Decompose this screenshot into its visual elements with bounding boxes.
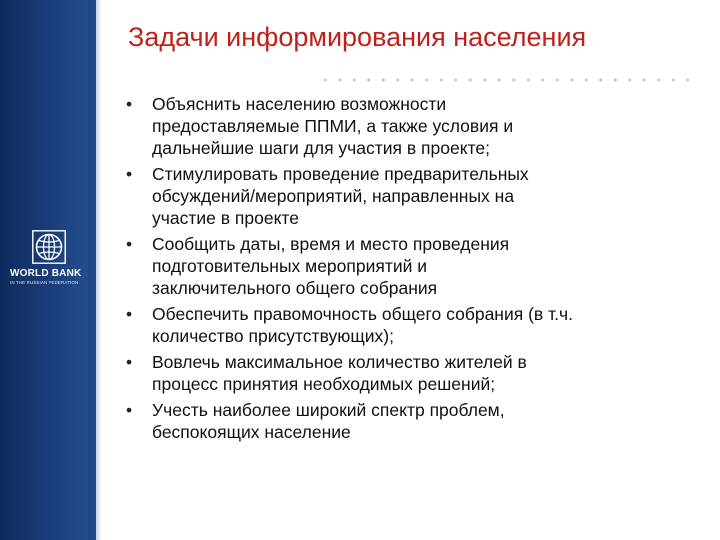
logo-tagline: IN THE RUSSIAN FEDERATION <box>10 280 79 285</box>
bullet-dot: • <box>126 400 133 420</box>
bullet-dot: • <box>126 164 133 184</box>
bullet-line: беспокоящих население <box>152 422 351 442</box>
bullet-line: Стимулировать проведение предварительных <box>152 164 529 184</box>
bullet-dot: • <box>126 234 133 254</box>
bullet-line: обсуждений/мероприятий, направленных на <box>152 186 515 206</box>
bullet-line: Учесть наиболее широкий спектр проблем, <box>152 400 505 420</box>
logo-name: WORLD BANK <box>10 268 82 279</box>
bullet-line: заключительного общего собрания <box>152 278 438 298</box>
globe-icon <box>32 230 66 264</box>
bullet-line: участие в проекте <box>152 208 299 228</box>
dotted-divider <box>318 78 698 82</box>
bullet-dot: • <box>126 94 133 114</box>
bullet-line: процесс принятия необходимых решений; <box>152 374 496 394</box>
world-bank-logo <box>10 230 94 285</box>
bullet-line: дальнейшие шаги для участия в проекте; <box>152 138 490 158</box>
bullet-item <box>126 93 716 159</box>
bullet-dot: • <box>126 304 133 324</box>
slide-title: Задачи информирования населения <box>128 22 587 52</box>
bullet-item <box>126 351 716 395</box>
bullet-line: Вовлечь максимальное количество жителей в <box>152 352 527 372</box>
bullet-line: Сообщить даты, время и место проведения <box>152 234 510 254</box>
bullet-item <box>126 163 716 229</box>
bullet-line: Объяснить населению возможности <box>152 94 447 114</box>
bullet-dot: • <box>126 352 133 372</box>
bullet-item <box>126 399 716 443</box>
bullet-line: Обеспечить правомочность общего собрания (в т.ч. <box>152 304 573 324</box>
bullet-list <box>126 93 716 447</box>
bullet-item <box>126 233 716 299</box>
bullet-item <box>126 303 716 347</box>
bullet-line: подготовительных мероприятий и <box>152 256 428 276</box>
bullet-line: количество присутствующих); <box>152 326 394 346</box>
bullet-line: предоставляемые ППМИ, а также условия и <box>152 116 514 136</box>
